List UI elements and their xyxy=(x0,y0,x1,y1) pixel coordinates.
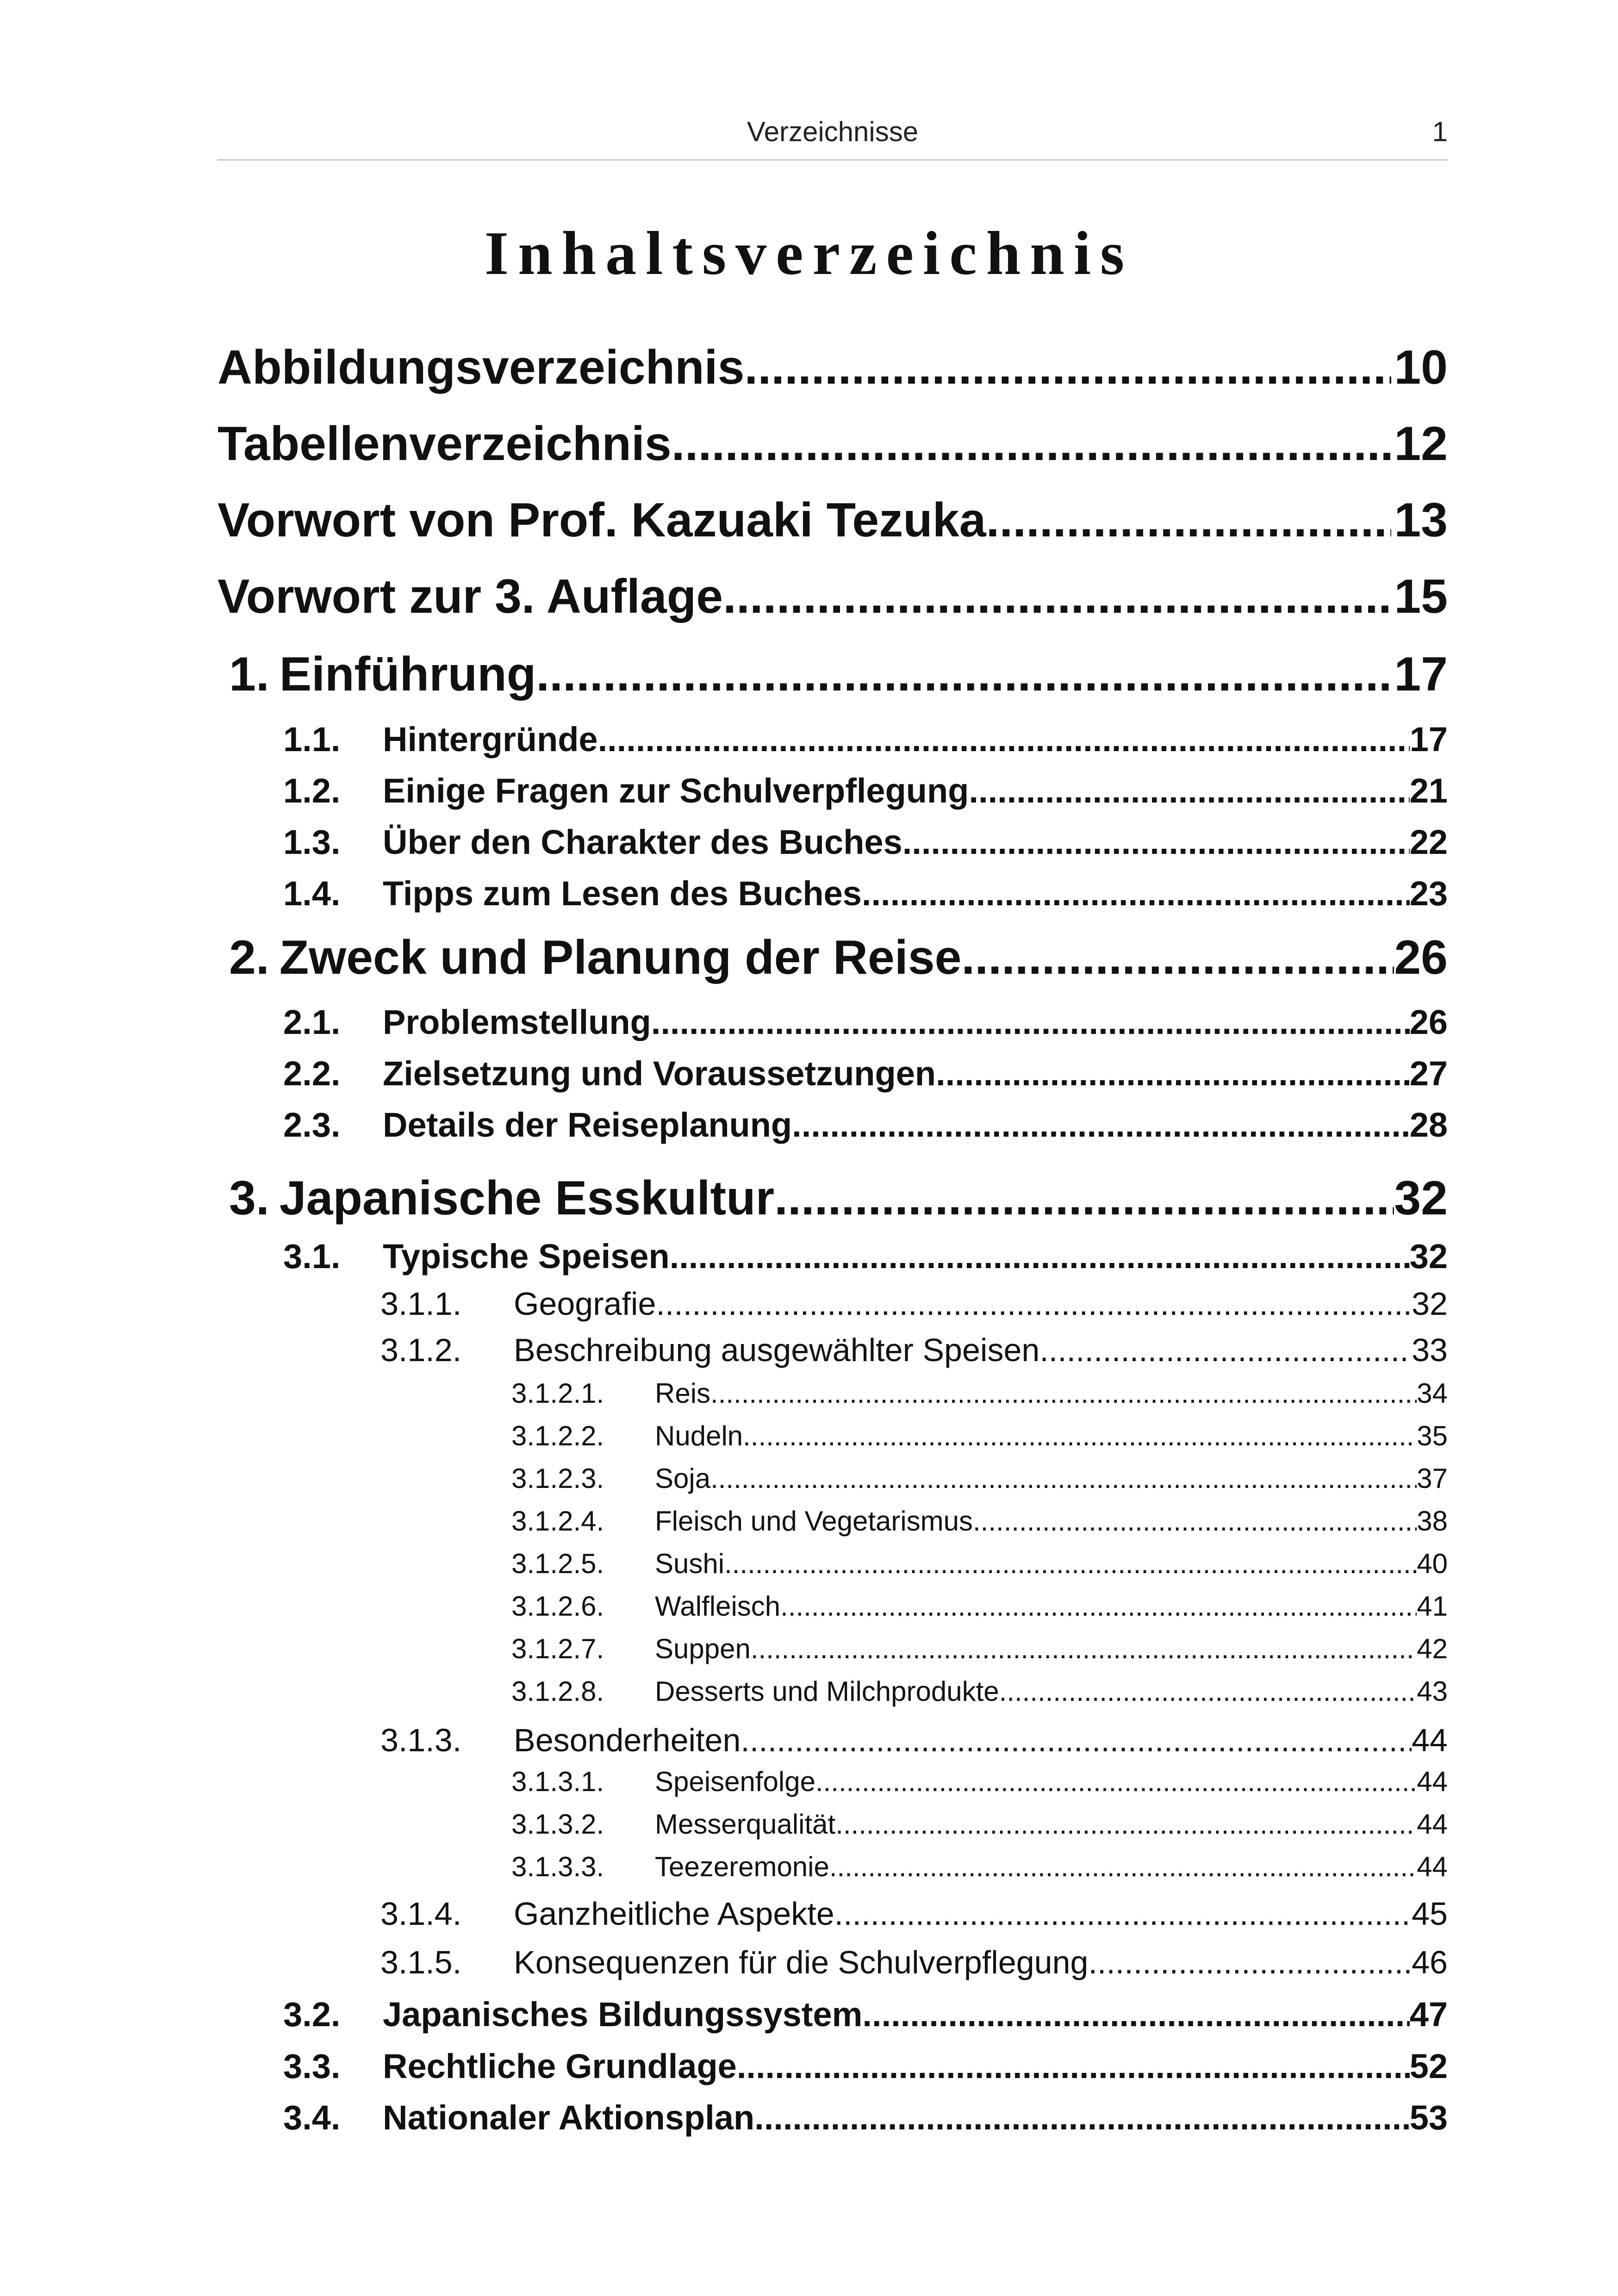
toc-entry xyxy=(283,822,1448,862)
toc-entry-page: 44 xyxy=(1417,1851,1448,1882)
toc-entry-number: 3.1.2.7. xyxy=(511,1633,604,1664)
toc-entry-number: 3.1.3. xyxy=(380,1722,462,1758)
toc-entry-number: 3.1.2.4. xyxy=(511,1506,604,1537)
toc-entry xyxy=(283,874,1448,913)
toc-entry xyxy=(511,1590,1448,1622)
toc-entry xyxy=(511,1808,1448,1840)
toc-entry-page: 44 xyxy=(1412,1722,1448,1758)
toc-entry-label: Hintergründe xyxy=(383,720,598,759)
dot-leader xyxy=(672,417,1392,472)
dot-leader xyxy=(598,720,1410,759)
toc-entry-number: 2. xyxy=(229,931,269,984)
toc-entry-label: Einführung xyxy=(279,647,536,701)
toc-entry-label: Nationaler Aktionsplan xyxy=(383,2098,755,2137)
toc-entry-label: Reis xyxy=(655,1378,711,1409)
toc-entry-label: Abbildungsverzeichnis xyxy=(218,341,745,394)
toc-entry-number: 3.1.2.8. xyxy=(511,1676,604,1707)
dot-leader xyxy=(829,1851,1417,1883)
toc-entry-label: Über den Charakter des Buches xyxy=(383,823,902,861)
toc-entry-number: 3.3. xyxy=(283,2047,341,2085)
dot-leader xyxy=(1039,1332,1412,1369)
toc-entry-number: 3.4. xyxy=(283,2098,341,2137)
toc-entry-page: 44 xyxy=(1417,1809,1448,1840)
toc-entry-page: 23 xyxy=(1409,874,1448,913)
toc-entry xyxy=(511,1766,1448,1798)
dot-leader xyxy=(710,1377,1417,1409)
toc-entry xyxy=(511,1548,1448,1580)
toc-entry-number: 3.1.1. xyxy=(380,1286,462,1322)
dot-leader xyxy=(737,2047,1410,2086)
dot-leader xyxy=(743,1420,1417,1452)
toc-entry-page: 17 xyxy=(1409,720,1448,759)
toc-entry xyxy=(380,1722,1448,1759)
dot-leader xyxy=(862,874,1410,913)
toc-entry-page: 22 xyxy=(1409,823,1448,861)
toc-entry xyxy=(511,1633,1448,1665)
toc-entry-page: 43 xyxy=(1417,1676,1448,1707)
toc-entry-page: 44 xyxy=(1417,1766,1448,1797)
toc-entry-label: Zielsetzung und Voraussetzungen xyxy=(383,1054,936,1093)
toc-entry-page: 15 xyxy=(1394,570,1448,623)
dot-leader xyxy=(754,2098,1410,2137)
toc-entry xyxy=(511,1505,1448,1537)
toc-entry xyxy=(380,1285,1448,1322)
toc-entry-label: Problemstellung xyxy=(383,1003,651,1041)
dot-leader xyxy=(902,822,1410,862)
toc-entry-number: 3.1. xyxy=(283,1237,341,1276)
toc-entry-label: Vorwort zur 3. Auflage xyxy=(218,570,723,623)
toc-entry xyxy=(283,720,1448,759)
dot-leader xyxy=(741,1722,1412,1759)
toc-entry-label: Ganzheitliche Aspekte xyxy=(514,1896,834,1932)
toc-entry-number: 3.1.2.3. xyxy=(511,1463,604,1494)
toc-entry-number: 3.2. xyxy=(283,1995,341,2034)
dot-leader xyxy=(835,1808,1417,1840)
toc-entry xyxy=(380,1944,1448,1981)
dot-leader xyxy=(710,1462,1417,1494)
toc-entry xyxy=(218,493,1448,548)
toc-entry xyxy=(283,1995,1448,2034)
toc-entry-label: Sushi xyxy=(655,1548,725,1579)
toc-entry-number: 2.1. xyxy=(283,1003,341,1041)
dot-leader xyxy=(774,1171,1394,1226)
toc-entry-page: 34 xyxy=(1417,1378,1448,1409)
toc-entry-number: 2.3. xyxy=(283,1106,341,1144)
running-header xyxy=(218,115,1448,161)
toc-entry-label: Walfleisch xyxy=(655,1591,781,1622)
toc-entry-page: 12 xyxy=(1394,417,1448,471)
dot-leader xyxy=(969,771,1409,810)
toc-entry-page: 32 xyxy=(1409,1237,1448,1276)
toc-entry-label: Geografie xyxy=(514,1286,656,1322)
toc-entry-page: 26 xyxy=(1409,1003,1448,1041)
dot-leader xyxy=(986,493,1391,548)
toc-entry-label: Beschreibung ausgewählter Speisen xyxy=(514,1332,1040,1368)
toc-entry-label: Rechtliche Grundlage xyxy=(383,2047,737,2085)
dot-leader xyxy=(862,1995,1409,2034)
toc-entry-number: 1.1. xyxy=(283,720,341,759)
dot-leader xyxy=(724,1548,1417,1580)
toc-entry xyxy=(218,417,1448,472)
toc-entry-page: 40 xyxy=(1417,1548,1448,1579)
toc-entry xyxy=(218,569,1448,624)
toc-entry xyxy=(229,647,1448,702)
toc-entry-number: 3. xyxy=(229,1171,269,1225)
toc-entry xyxy=(283,2098,1448,2137)
toc-entry-page: 28 xyxy=(1409,1106,1448,1144)
toc-entry xyxy=(511,1420,1448,1452)
dot-leader xyxy=(670,1237,1410,1276)
toc-entry xyxy=(511,1675,1448,1707)
dot-leader xyxy=(536,647,1394,702)
toc-entry-page: 37 xyxy=(1417,1463,1448,1494)
toc-entry-page: 47 xyxy=(1409,1995,1448,2034)
page-number: 1 xyxy=(1432,116,1448,147)
dot-leader xyxy=(792,1105,1410,1145)
toc-entry xyxy=(283,1237,1448,1276)
toc-entry-label: Japanische Esskultur xyxy=(279,1171,775,1225)
toc-entry-label: Suppen xyxy=(655,1633,751,1664)
toc-entry-number: 1.4. xyxy=(283,874,341,913)
toc-entry-page: 45 xyxy=(1412,1896,1448,1932)
toc-entry-label: Nudeln xyxy=(655,1420,743,1451)
dot-leader xyxy=(973,1505,1417,1537)
toc-entry-page: 17 xyxy=(1394,647,1448,701)
toc-entry-label: Einige Fragen zur Schulverpflegung xyxy=(383,772,969,810)
toc-entry xyxy=(511,1851,1448,1883)
toc-entry xyxy=(283,2047,1448,2086)
toc-entry-page: 41 xyxy=(1417,1591,1448,1622)
toc-entry xyxy=(283,1002,1448,1042)
toc-entry-number: 2.2. xyxy=(283,1054,341,1093)
toc-entry-page: 26 xyxy=(1394,931,1448,984)
toc-entry-page: 32 xyxy=(1394,1171,1448,1225)
toc-entry-page: 42 xyxy=(1417,1633,1448,1664)
toc-entry-number: 3.1.5. xyxy=(380,1944,462,1980)
toc-entry xyxy=(511,1462,1448,1494)
toc-entry-label: Konsequenzen für die Schulverpflegung xyxy=(514,1944,1089,1980)
toc-entry xyxy=(229,930,1448,985)
toc-entry-number: 1.3. xyxy=(283,823,341,861)
toc-entry-label: Zweck und Planung der Reise xyxy=(279,931,962,984)
toc-entry-label: Desserts und Milchprodukte xyxy=(655,1676,999,1707)
toc-entry xyxy=(380,1895,1448,1932)
dot-leader xyxy=(961,930,1394,985)
toc-entry-page: 10 xyxy=(1394,341,1448,394)
dot-leader xyxy=(834,1895,1412,1932)
dot-leader xyxy=(651,1002,1410,1042)
toc-entry xyxy=(511,1377,1448,1409)
page-title: Inhaltsverzeichnis xyxy=(484,219,1134,287)
toc-entry-number: 3.1.3.1. xyxy=(511,1766,604,1797)
dot-leader xyxy=(780,1590,1417,1622)
toc-entry-label: Details der Reiseplanung xyxy=(383,1106,792,1144)
toc-entry xyxy=(283,771,1448,810)
toc-entry-page: 38 xyxy=(1417,1506,1448,1537)
toc-entry xyxy=(283,1105,1448,1145)
toc-entry-label: Messerqualität xyxy=(655,1809,836,1840)
toc-entry-number: 3.1.3.3. xyxy=(511,1851,604,1882)
toc-entry-page: 27 xyxy=(1409,1054,1448,1093)
toc-entry-page: 46 xyxy=(1412,1944,1448,1980)
dot-leader xyxy=(1088,1944,1412,1981)
toc-entry-number: 3.1.2.5. xyxy=(511,1548,604,1579)
toc-entry-number: 3.1.2.1. xyxy=(511,1378,604,1409)
toc-entry-number: 3.1.4. xyxy=(380,1896,462,1932)
toc-entry-label: Teezeremonie xyxy=(655,1851,829,1882)
toc-entry xyxy=(229,1171,1448,1226)
header-title: Verzeichnisse xyxy=(747,116,919,147)
toc-entry-page: 21 xyxy=(1409,772,1448,810)
dot-leader xyxy=(936,1054,1410,1093)
toc-entry xyxy=(380,1332,1448,1369)
toc-entry-label: Tabellenverzeichnis xyxy=(218,417,672,471)
toc-entry-page: 52 xyxy=(1409,2047,1448,2085)
toc-entry-number: 3.1.3.2. xyxy=(511,1809,604,1840)
dot-leader xyxy=(999,1675,1417,1707)
dot-leader xyxy=(815,1766,1417,1798)
dot-leader xyxy=(744,340,1391,395)
toc-entry-label: Typische Speisen xyxy=(383,1237,670,1276)
toc-entry-label: Vorwort von Prof. Kazuaki Tezuka xyxy=(218,493,986,547)
toc-entry xyxy=(218,340,1448,395)
toc-entry-label: Besonderheiten xyxy=(514,1722,741,1758)
toc-entry-label: Tipps zum Lesen des Buches xyxy=(383,874,862,913)
dot-leader xyxy=(723,569,1391,624)
toc-entry-number: 1.2. xyxy=(283,772,341,810)
dot-leader xyxy=(751,1633,1417,1665)
toc-entry-label: Speisenfolge xyxy=(655,1766,815,1797)
toc-entry-label: Fleisch und Vegetarismus xyxy=(655,1506,973,1537)
toc-entry-page: 13 xyxy=(1394,493,1448,547)
toc-entry-page: 35 xyxy=(1417,1420,1448,1451)
toc-entry-number: 3.1.2. xyxy=(380,1332,462,1368)
toc-entry-number: 3.1.2.6. xyxy=(511,1591,604,1622)
toc-entry-label: Japanisches Bildungssystem xyxy=(383,1995,863,2034)
dot-leader xyxy=(656,1285,1412,1322)
toc-entry-page: 53 xyxy=(1409,2098,1448,2137)
toc-entry-label: Soja xyxy=(655,1463,711,1494)
toc-entry-page: 33 xyxy=(1412,1332,1448,1368)
toc-entry-number: 3.1.2.2. xyxy=(511,1420,604,1451)
toc-entry xyxy=(283,1054,1448,1093)
toc-entry-number: 1. xyxy=(229,647,269,701)
toc-entry-page: 32 xyxy=(1412,1286,1448,1322)
